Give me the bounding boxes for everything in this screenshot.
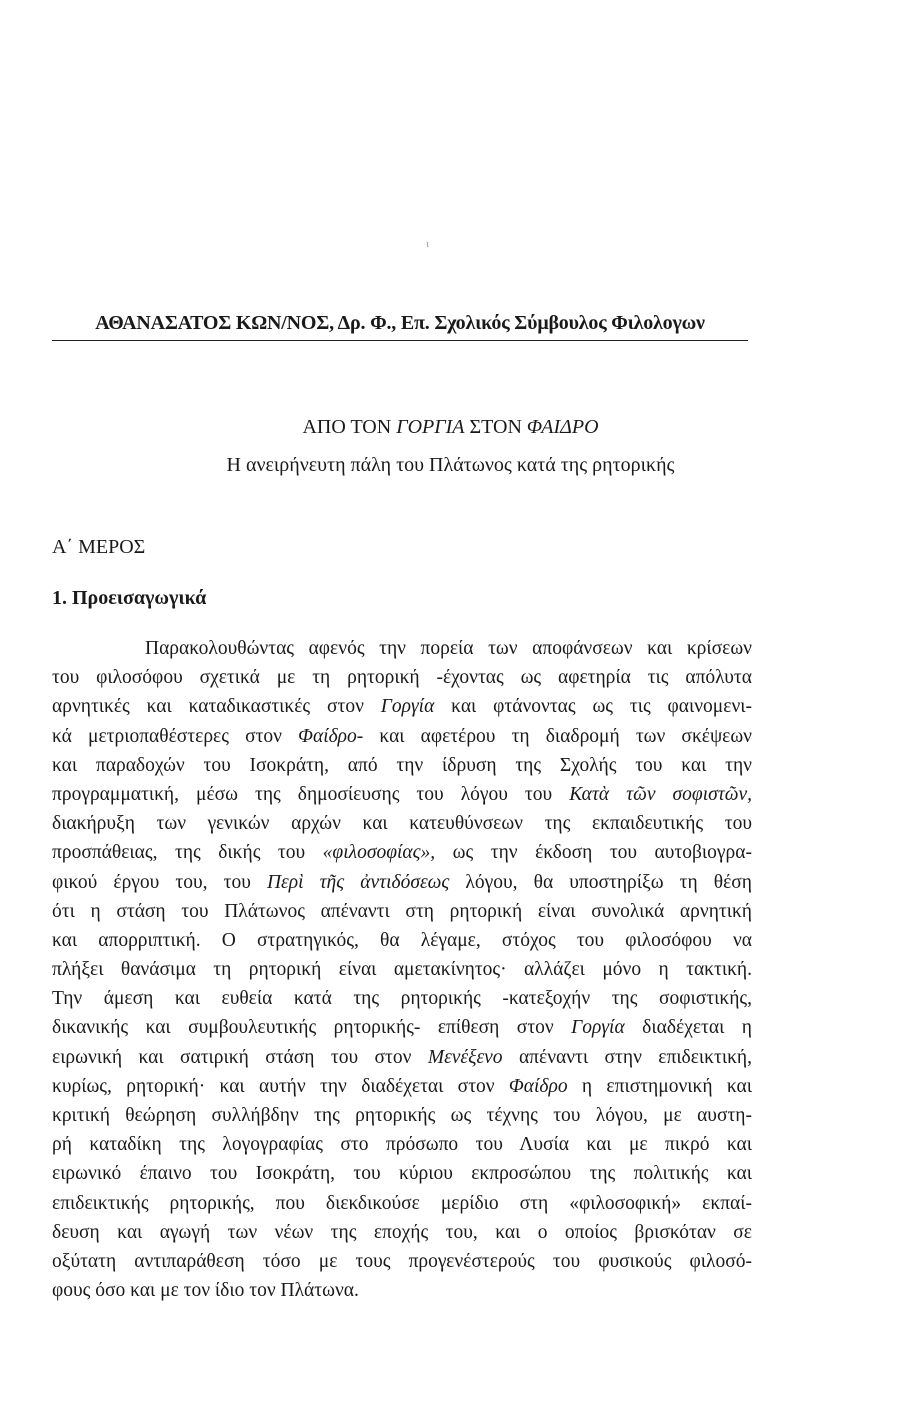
body-line — [52, 838, 752, 867]
author-line: ΑΘΑΝΑΣΑΤΟΣ ΚΩΝ/ΝΟΣ, Δρ. Φ., Επ. Σχολικός Σύμβουλος Φιλολογων — [95, 312, 705, 334]
article-title — [0, 416, 901, 439]
body-line — [52, 868, 752, 897]
body-text-segment: δευση και αγωγή των νέων της εποχής του, και ο οποίος βρισκόταν σε — [52, 1221, 752, 1243]
italic-work-title: Γοργία — [380, 696, 435, 718]
body-text-segment: διαδέχεται η — [624, 1017, 752, 1039]
body-text-segment: απέναντι στην επιδεικτική, — [502, 1046, 752, 1068]
body-text-segment: προσπάθειας, της δικής του — [52, 842, 323, 864]
italic-work-title: Φαίδρο — [508, 1075, 568, 1097]
body-line — [52, 1013, 752, 1042]
body-text-segment: ρή καταδίκη της λογογραφίας στο πρόσωπο του Λυσία και με πικρό και — [52, 1134, 752, 1156]
body-line — [52, 692, 752, 721]
body-text-segment: ειρωνικό έπαινο του Ισοκράτη, του κύριου εκπροσώπου της πολιτικής και — [52, 1163, 752, 1185]
title-prefix: ΑΠΟ ΤΟΝ — [302, 416, 397, 438]
body-text-segment: κυρίως, ρητορική· και αυτήν την διαδέχεται στον — [52, 1075, 509, 1097]
article-subtitle: Η ανειρήνευτη πάλη του Πλάτωνος κατά της ρητορικής — [226, 454, 675, 476]
body-text-segment: και παραδοχών του Ισοκράτη, από την ίδρυση της Σχολής του και την — [52, 754, 752, 776]
body-text-segment: ως την έκδοση του αυτοβιογρα- — [435, 842, 752, 864]
body-text-segment: λόγου, θα υποστηρίξω τη θέση — [449, 871, 752, 893]
body-line — [52, 634, 752, 663]
body-text-segment: αρνητικές και καταδικαστικές στον — [52, 696, 381, 718]
body-line — [52, 1276, 752, 1305]
body-paragraph — [52, 634, 752, 1305]
italic-work-title: Μενέξενο — [427, 1046, 503, 1068]
body-line — [52, 1043, 752, 1072]
body-text-segment: κά μετριοπαθέστερες στον — [52, 725, 299, 747]
body-line — [52, 780, 752, 809]
body-text-segment: επιδεικτικής ρητορικής, που διεκδικούσε μερίδιο στη «φιλοσοφική» εκπαί- — [52, 1192, 752, 1214]
body-line — [52, 809, 752, 838]
body-text-segment: ότι η στάση του Πλάτωνος απέναντι στη ρητορική είναι συνολικά αρνητική — [52, 900, 752, 922]
italic-work-title: Γοργία — [571, 1017, 625, 1039]
body-text-segment: διακήρυξη των γενικών αρχών και κατευθύνσεων της εκπαιδευτικής του — [52, 813, 752, 835]
title-work-phaedrus: ΦΑΙΔΡΟ — [526, 416, 599, 438]
body-line — [52, 1189, 752, 1218]
body-line — [52, 1130, 752, 1159]
body-text-segment: και απορριπτική. Ο στρατηγικός, θα λέγαμε, στόχος του φιλοσόφου να — [52, 929, 752, 951]
body-line — [52, 926, 752, 955]
body-line — [52, 897, 752, 926]
body-text-segment: η επιστημονική και — [567, 1075, 752, 1097]
body-text-segment: προγραμματική, μέσω της δημοσίευσης του λόγου του — [52, 783, 570, 805]
body-text-segment: δικανικής και συμβουλευτικής ρητορικής- επίθεση στον — [52, 1017, 572, 1039]
body-text-segment: κριτική θεώρηση συλλήβδην της ρητορικής ως τέχνης του λόγου, με αυστη- — [52, 1105, 752, 1126]
body-text-segment: φικού έργου του, του — [52, 871, 267, 893]
body-line — [52, 984, 752, 1013]
body-line — [52, 1101, 752, 1130]
italic-work-title: «φιλοσοφίας», — [322, 842, 436, 864]
body-line — [52, 663, 752, 692]
body-line — [52, 1218, 752, 1247]
body-text-segment: και φτάνοντας ως τις φαινομενι- — [434, 696, 753, 718]
body-text-segment: Την άμεση και ευθεία κατά της ρητορικής -κατεξοχήν της σοφιστικής, — [52, 988, 752, 1010]
body-line — [52, 955, 752, 984]
body-line — [52, 1247, 752, 1276]
author-underline — [52, 340, 748, 341]
body-line — [52, 722, 752, 751]
body-text-segment: και αφετέρου τη διαδρομή των σκέψεων — [363, 725, 752, 747]
body-text-segment: Παρακολουθώντας αφενός την πορεία των αποφάνσεων και κρίσεων — [145, 638, 752, 659]
stray-mark: ι — [426, 238, 429, 250]
section-heading: 1. Προεισαγωγικά — [52, 587, 207, 609]
italic-work-title: Φαίδρο- — [298, 725, 364, 747]
part-heading: Α΄ ΜΕΡΟΣ — [52, 536, 146, 558]
title-middle: ΣΤΟΝ — [464, 416, 527, 438]
italic-work-title: Περὶ τῆς ἀντιδόσεως — [266, 871, 450, 893]
body-text-segment: πλήξει θανάσιμα τη ρητορική είναι αμετακίνητος· αλλάζει μόνο η τακτική. — [52, 959, 752, 981]
body-text-segment: ειρωνική και σατιρική στάση του στον — [52, 1046, 428, 1068]
body-text-segment: του φιλοσόφου σχετικά με τη ρητορική -έχοντας ως αφετηρία τις απόλυτα — [52, 667, 752, 689]
body-line — [52, 1159, 752, 1188]
body-line — [52, 1072, 752, 1101]
title-work-gorgias: ΓΟΡΓΙΑ — [396, 416, 465, 438]
italic-work-title: Κατὰ τῶν σοφιστῶν, — [569, 783, 753, 805]
body-text-segment: φους όσο και με τον ίδιο τον Πλάτωνα. — [52, 1280, 359, 1302]
body-text-segment: οξύτατη αντιπαράθεση τόσο με τους προγενέστερούς του φυσικούς φιλοσό- — [52, 1250, 752, 1272]
body-line — [52, 751, 752, 780]
